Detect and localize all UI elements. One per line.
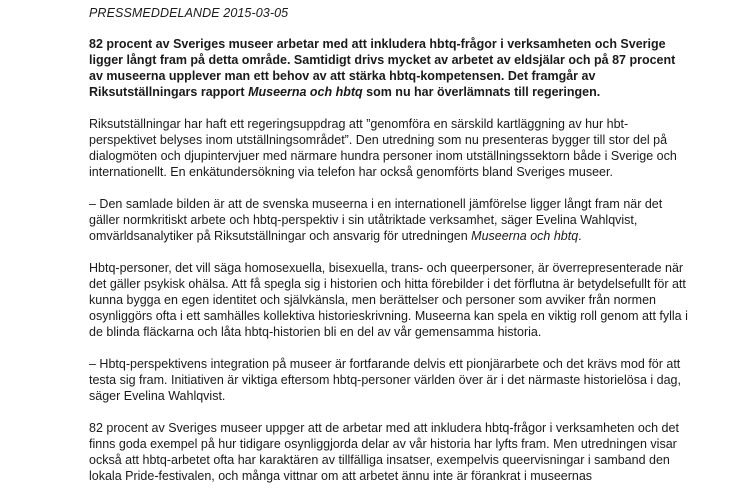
press-release-page [89, 6, 689, 500]
paragraph-3: Hbtq-personer, det vill säga homosexuella, bisexuella, trans- och queerpersoner, är överrepresenterade när det gäller psykisk ohälsa. Att få spegla sig i historien och hitta förebilder i det förflutna är betydelsefullt för att kunna bygga en egen identitet och självkänsla, men berättelser och personer som avviker från normen osynliggörs ofta i ett samhälles kollektiva historieskrivning. Museerna kan spela en viktig roll genom att fylla i de blinda fläckarna och låta hbtq-historien bli en del av vår gemensamma historia. [89, 261, 688, 339]
quote-text: – Den samlade bilden är att de svenska museerna i en internationell jämförelse ligger långt fram när det gäller normkritiskt arbete och hbtq-perspektiv i sin utåtriktade verksamhet, säger Evelina Wahlqvist, omvärldsanalytiker på Riksutställningar och ansvarig för utredningen [89, 197, 663, 243]
paragraph-5: 82 procent av Sveriges museer uppger att de arbetar med att inkludera hbtq-frågor i verksamheten och det finns goda exempel på hur tidigare osynliggjorda delar av vår historia har lyfts fram. Men utredningen visar också att hbtq-arbetet ofta har karaktären av tillfälliga insatser, exempelvis queervisningar i samband den lokala Pride-festivalen, och många vittnar om att arbetet ännu inte är förankrat i museernas [89, 421, 679, 483]
report-title: Museerna och hbtq [248, 85, 363, 99]
lead-text-end: som nu har överlämnats till regeringen. [362, 85, 601, 99]
paragraph-2 [89, 196, 689, 244]
press-release-header: PRESSMEDDELANDE 2015-03-05 [89, 6, 289, 20]
lead-paragraph [89, 36, 689, 100]
quote-text-end: . [578, 229, 582, 243]
report-title-inline: Museerna och hbtq [471, 229, 579, 243]
paragraph-4: – Hbtq-perspektivens integration på museer är fortfarande delvis ett pionjärarbete och det krävs mod för att testa sig fram. Initiativen är viktiga eftersom hbtq-personer världen över är i det närmaste historielösa i dag, säger Evelina Wahlqvist. [89, 357, 681, 403]
lead-text: 82 procent av Sveriges museer arbetar med att inkludera hbtq-frågor i verksamheten och Sverige ligger långt fram på detta område. Samtidigt drivs mycket av arbetet av eldsjälar och på 87 procent av museerna upplever man ett behov av att stärka hbtq-kompetensen. Det framgår av Riksutställningars rapport [89, 37, 676, 99]
paragraph-1: Riksutställningar har haft ett regeringsuppdrag att ”genomföra en särskild kartläggning av hur hbt-perspektivet belyses inom utställningsområdet”. Den utredning som nu presenteras bygger till stor del på dialogmöten och djupintervjuer med närmare hundra personer inom utställningssektorn både i Sverige och internationellt. En enkätundersökning via telefon har också genomförts bland Sveriges museer. [89, 117, 677, 179]
